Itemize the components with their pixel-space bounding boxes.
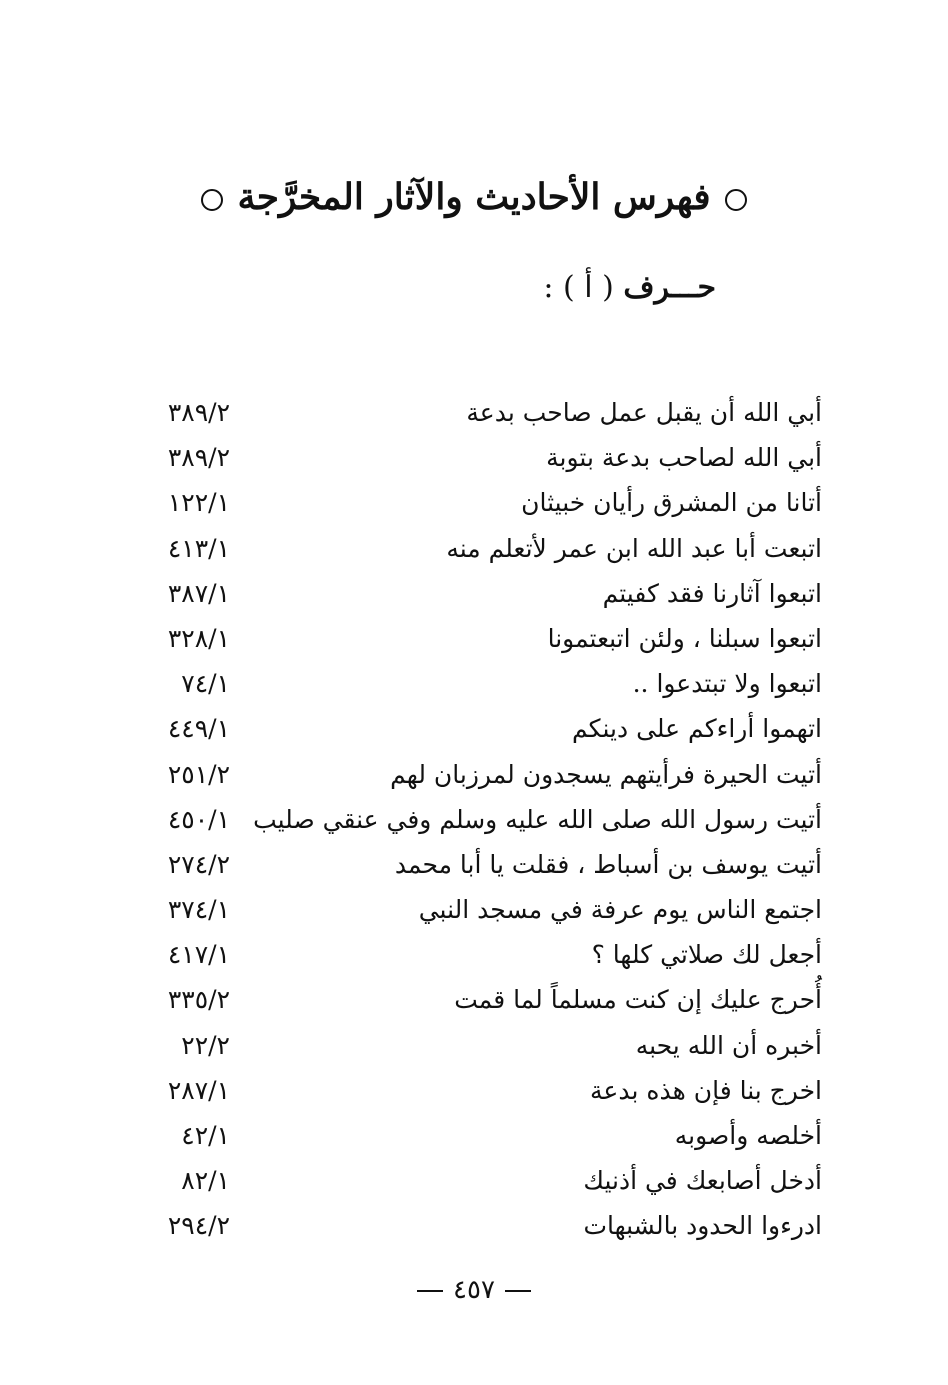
index-entry bbox=[110, 483, 822, 528]
entry-text: اتبعوا آثارنا فقد كفيتم bbox=[602, 578, 822, 608]
entry-reference: ٧٤/١ bbox=[181, 669, 230, 699]
entry-reference: ٣٧٤/١ bbox=[167, 895, 230, 925]
dash-ornament-icon bbox=[417, 1290, 443, 1292]
entry-reference: ١٢٢/١ bbox=[167, 488, 230, 518]
index-entry bbox=[110, 1116, 822, 1161]
entry-text: أجعل لك صلاتي كلها ؟ bbox=[591, 940, 822, 970]
page-footer bbox=[0, 1270, 948, 1310]
entry-reference: ٣٨٩/٢ bbox=[167, 443, 230, 473]
entry-reference: ٨٢/١ bbox=[181, 1166, 230, 1196]
index-entry bbox=[110, 619, 822, 664]
index-entry bbox=[110, 1026, 822, 1071]
entry-text: اتبعوا سبلنا ، ولئن اتبعتمونا bbox=[547, 623, 822, 653]
index-entry bbox=[110, 890, 822, 935]
entry-reference: ٢٨٧/١ bbox=[167, 1075, 230, 1105]
entry-text: اخرج بنا فإن هذه بدعة bbox=[590, 1075, 822, 1105]
entry-reference: ٤١٣/١ bbox=[167, 533, 230, 563]
entry-text: أتيت الحيرة فرأيتهم يسجدون لمرزبان لهم bbox=[390, 759, 822, 789]
entry-text: أتيت يوسف بن أسباط ، فقلت يا أبا محمد bbox=[394, 849, 822, 879]
entry-text: أبي الله أن يقبل عمل صاحب بدعة bbox=[466, 398, 822, 427]
entry-text: أُحرج عليك إن كنت مسلماً لما قمت bbox=[454, 985, 822, 1015]
entry-text: أتانا من المشرق رأيان خبيثان bbox=[521, 488, 822, 518]
section-heading-word: حـــرف bbox=[623, 270, 716, 305]
entry-reference: ٢٢/٢ bbox=[181, 1030, 230, 1060]
entry-reference: ٤٥٠/١ bbox=[167, 804, 230, 834]
section-heading-letter: ( أ ) : bbox=[543, 270, 614, 305]
circle-ornament-icon bbox=[725, 189, 747, 211]
page-number: ٤٥٧ bbox=[453, 1275, 495, 1305]
entry-reference: ٤١٧/١ bbox=[167, 940, 230, 970]
index-entry bbox=[110, 1071, 822, 1116]
index-entry bbox=[110, 980, 822, 1025]
index-entry bbox=[110, 438, 822, 483]
entry-text: أدخل أصابعك في أذنيك bbox=[583, 1166, 822, 1196]
entry-reference: ٤٢/١ bbox=[181, 1121, 230, 1150]
entry-reference: ٢٥١/٢ bbox=[167, 759, 230, 789]
entry-text: اتبعوا ولا تبتدعوا .. bbox=[632, 669, 822, 699]
entry-text: أتيت رسول الله صلى الله عليه وسلم وفي عنقي صليب bbox=[253, 804, 822, 834]
index-entry bbox=[110, 845, 822, 890]
index-entries bbox=[110, 393, 822, 1252]
entry-reference: ٤٤٩/١ bbox=[167, 714, 230, 744]
entry-text: اتهموا أراءكم على دينكم bbox=[572, 714, 822, 744]
dash-ornament-icon bbox=[505, 1290, 531, 1292]
index-entry bbox=[110, 664, 822, 709]
entry-reference: ٣٢٨/١ bbox=[167, 623, 230, 653]
entry-reference: ٢٧٤/٢ bbox=[167, 849, 230, 879]
entry-text: اجتمع الناس يوم عرفة في مسجد النبي bbox=[418, 895, 822, 925]
index-entry bbox=[110, 709, 822, 754]
entry-reference: ٣٨٧/١ bbox=[167, 578, 230, 608]
index-entry bbox=[110, 1206, 822, 1251]
index-entry bbox=[110, 755, 822, 800]
entry-reference: ٣٨٩/٢ bbox=[167, 398, 230, 427]
index-entry bbox=[110, 800, 822, 845]
index-title-text: فهرس الأحاديث والآثار المخرَّجة bbox=[237, 176, 711, 218]
entry-reference: ٣٣٥/٢ bbox=[167, 985, 230, 1015]
entry-text: أخبره أن الله يحبه bbox=[635, 1030, 822, 1060]
index-entry bbox=[110, 935, 822, 980]
section-heading bbox=[543, 266, 716, 310]
index-entry bbox=[110, 529, 822, 574]
entry-text: أخلصه وأصوبه bbox=[674, 1121, 822, 1150]
entry-reference: ٢٩٤/٢ bbox=[167, 1211, 230, 1241]
index-entry bbox=[110, 1161, 822, 1206]
index-entry bbox=[110, 574, 822, 619]
entry-text: اتبعت أبا عبد الله ابن عمر لأتعلم منه bbox=[446, 533, 822, 563]
entry-text: أبي الله لصاحب بدعة بتوبة bbox=[546, 443, 822, 473]
entry-text: ادرءوا الحدود بالشبهات bbox=[583, 1211, 822, 1241]
index-entry bbox=[110, 393, 822, 438]
circle-ornament-icon bbox=[201, 189, 223, 211]
index-title bbox=[0, 172, 948, 222]
